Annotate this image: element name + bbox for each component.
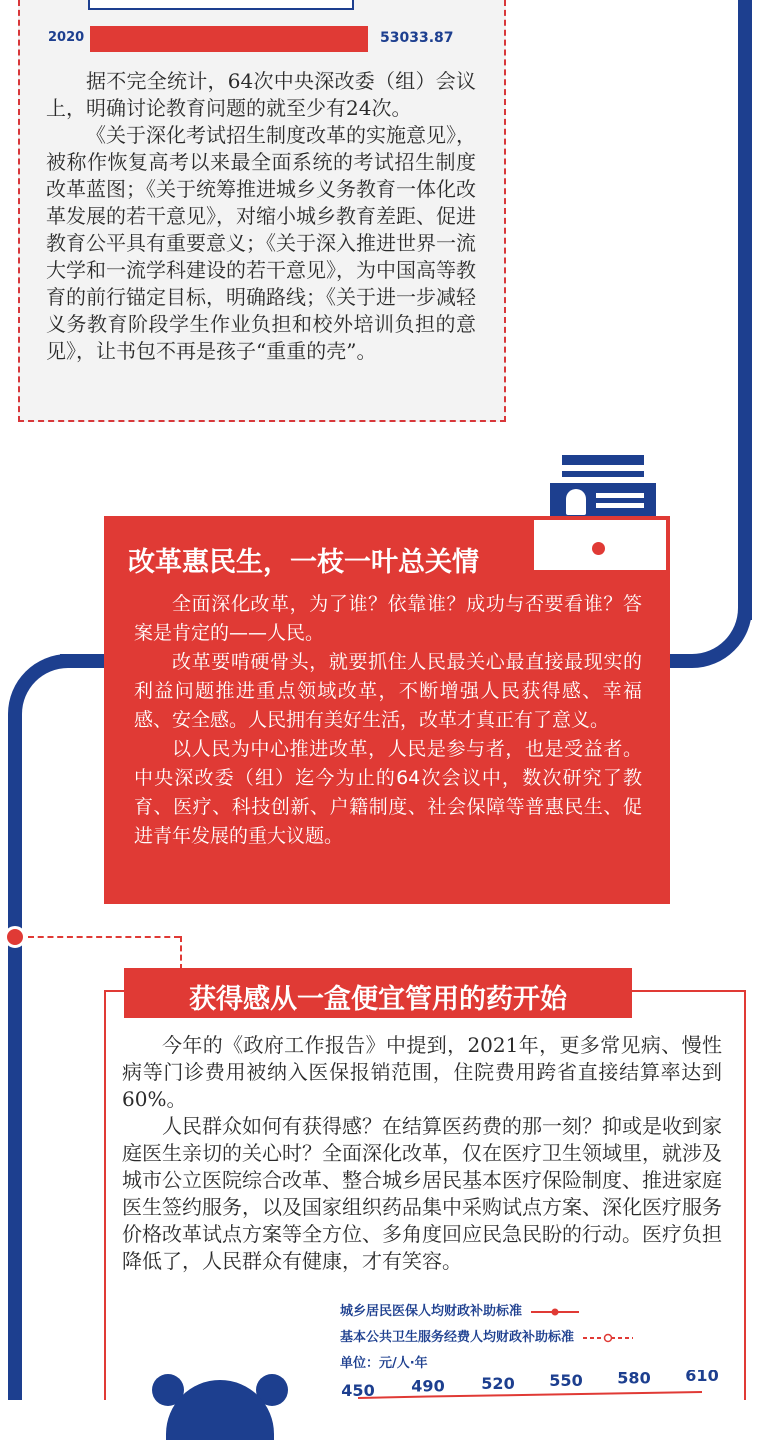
document-tab-dot [592,542,605,555]
timeline-curve-left [8,654,78,744]
bar-value-label: 53033.87 [380,30,454,46]
section3-title-box [124,968,632,1018]
chart-unit: 单位：元/人·年 [340,1356,428,1371]
section1-paragraph-1: 据不完全统计，64次中央深改委（组）会议上，明确讨论教育问题的就至少有24次。 [46,69,476,120]
series-line [358,1392,702,1398]
section2-text [134,590,642,851]
timeline-node [4,926,26,948]
document-icon-top-bar [562,455,644,465]
section1-paragraph-2: 《关于深化考试招生制度改革的实施意见》，被称作恢复高考以来最全面系统的考试招生制度改革蓝图；《关于统筹推进城乡义务教育一体化改革发展的若干意见》，对缩小城乡教育差距、促进教育公平具有重要意义；《关于深入推进世界一流大学和一流学科建设的若干意见》，为中国高等教育的前行锚定目标，明确路线；《关于进一步减轻义务教育阶段学生作业负担和校外培训负担的意见》，让书包不再是孩子“重重的壳”。 [46,123,476,363]
timeline-connector [28,936,180,938]
value-label-4: 580 [617,1370,651,1388]
bar-category-label: 2020 [48,30,85,45]
people-livelihood-panel [104,516,670,904]
education-panel [18,0,506,422]
mascot-icon [152,1374,288,1414]
document-icon-text-line-2 [596,503,644,508]
value-label-3: 550 [549,1371,583,1391]
legend-2-marker [583,1333,633,1343]
legend-2 [340,1326,633,1345]
section1-text [46,68,476,365]
document-icon-text-line [596,493,644,498]
section3-paragraph-2: 人民群众如何有获得感？在结算医药费的那一刻？抑或是收到家庭医生亲切的关心时？全面深化改革，仅在医疗卫生领域里，就涉及城市公立医院综合改革、整合城乡居民基本医疗保险制度、推进家庭医生签约服务，以及国家组织药品集中采购试点方案、深化医疗服务价格改革试点方案等全方位、多角度回应民急民盼的行动。医疗负担降低了，人民群众有健康，才有笑容。 [122,1114,722,1273]
timeline-vertical-right [738,0,752,620]
timeline-connector-down [180,936,182,970]
previous-bar [88,0,354,10]
document-icon [540,455,666,521]
document-tab [534,520,666,570]
section3-paragraph-1: 今年的《政府工作报告》中提到，2021年，更多常见病、慢性病等门诊费用被纳入医保报销范围，住院费用跨省直接结算率达到60%。 [122,1033,722,1111]
section2-title: 改革惠民生，一枝一叶总关情 [128,547,479,578]
section2-paragraph-3: 以人民为中心推进改革，人民是参与者，也是受益者。中央深改委（组）迄今为止的64次会议中，数次研究了教育、医疗、科技创新、户籍制度、社会保障等普惠民生、促进青年发展的重大议题。 [134,738,642,847]
bar-2020 [90,26,368,52]
section3-title: 获得感从一盒便宜管用的药开始 [189,984,567,1015]
line-chart [330,1370,730,1400]
legend-1-label: 城乡居民医保人均财政补助标准 [340,1304,523,1319]
section3-text [122,1032,722,1275]
value-label-2: 520 [481,1373,515,1393]
value-label-5: 610 [685,1370,719,1385]
legend-2-label: 基本公共卫生服务经费人均财政补助标准 [340,1330,575,1345]
value-label-1: 490 [411,1376,445,1396]
document-icon-line-1 [562,471,644,477]
bar-chart-top [20,0,504,60]
document-icon-person [566,489,586,515]
section2-paragraph-2: 改革要啃硬骨头，就要抓住人民最关心最直接最现实的利益问题推进重点领域改革，不断增强人民获得感、幸福感、安全感。人民拥有美好生活，改革才真正有了意义。 [134,651,642,731]
timeline-vertical-left [8,740,22,1400]
section2-paragraph-1: 全面深化改革，为了谁？依靠谁？成功与否要看谁？答案是肯定的——人民。 [134,593,642,644]
legend-1 [340,1300,579,1319]
value-label-0: 450 [341,1381,375,1400]
legend-1-marker [531,1307,579,1317]
